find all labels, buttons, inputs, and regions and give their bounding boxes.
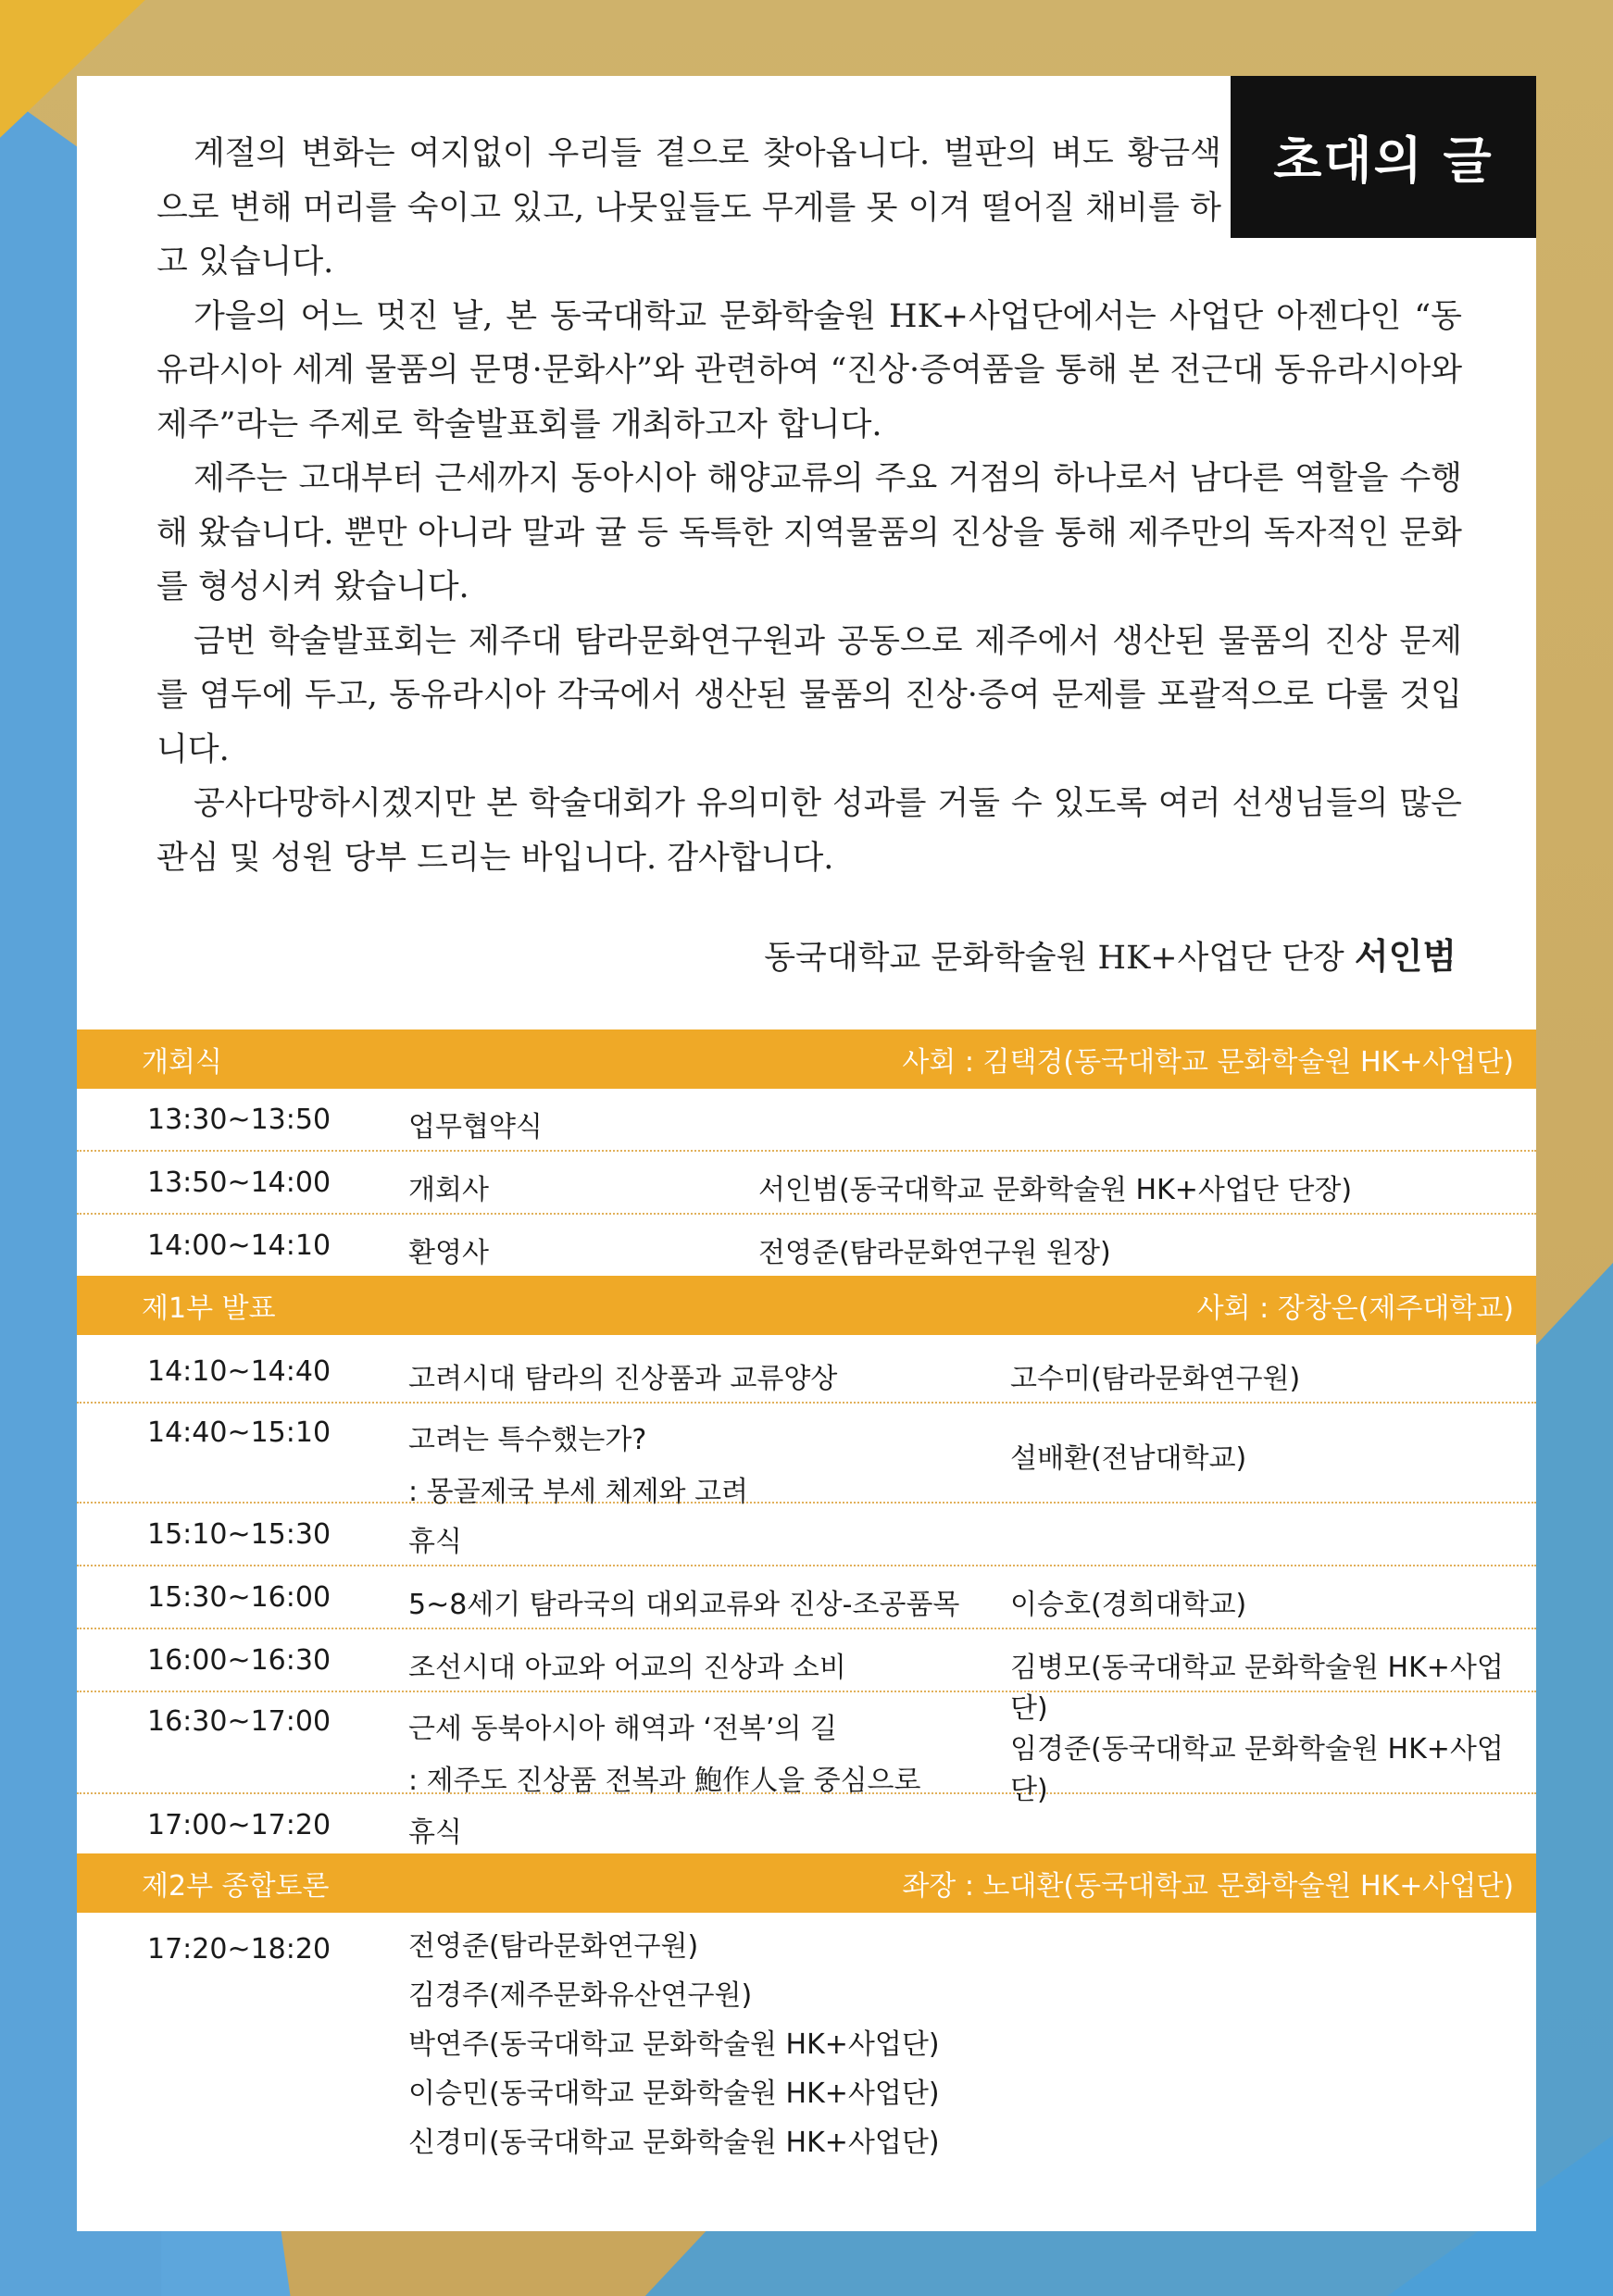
row-person: 전영준(탐라문화연구원 원장) [758,1237,1111,1269]
row-item-group [408,1416,748,1509]
row-item-sub: : 제주도 진상품 전복과 鮑作人을 중심으로 [408,1765,921,1797]
schedule-row [77,1504,1536,1566]
row-time: 14:10~14:40 [147,1355,331,1388]
row-item: 환영사 [408,1237,489,1269]
letter-paragraph-5: 공사다망하시겠지만 본 학술대회가 유의미한 성과를 거둘 수 있도록 여러 선생님들의 많은 관심 및 성원 당부 드리는 바입니다. 감사합니다. [156,785,1462,877]
row-time: 14:00~14:10 [147,1229,331,1262]
letter-paragraph-2: 가을의 어느 멋진 날, 본 동국대학교 문화학술원 HK+사업단에서는 사업단 아젠다인 “동유라시아 세계 물품의 문명·문화사”와 관련하여 “진상·증여품을 통해 본 전근대 동유라시아와 제주”라는 주제로 학술발표회를 개최하고자 합니다. [156,297,1462,443]
schedule-row [77,1404,1536,1508]
panel-discussion-row [77,1913,1536,2190]
row-item-group [408,1705,921,1798]
row-item: 휴식 [408,1816,462,1849]
row-time: 17:00~17:20 [147,1809,331,1841]
letter-paragraph-4: 금번 학술발표회는 제주대 탐라문화연구원과 공동으로 제주에서 생산된 물품의 진상 문제를 염두에 두고, 동유라시아 각국에서 생산된 물품의 진상·증여 문제를 포괄적으로 다룰 것입니다. [156,622,1462,768]
document-page [77,76,1536,2231]
invitation-badge: 초대의 글 [1231,76,1536,238]
row-time: 16:30~17:00 [147,1705,331,1738]
program-schedule [77,1029,1536,2190]
schedule-row [77,1335,1536,1404]
section-title: 개회식 [142,1046,222,1079]
section-host: 사회 : 김택경(동국대학교 문화학술원 HK+사업단) [902,1046,1514,1079]
row-time: 16:00~16:30 [147,1644,331,1677]
row-time: 17:20~18:20 [147,1933,331,1965]
letter-paragraph-1: 계절의 변화는 여지없이 우리들 곁으로 찾아옵니다. 벌판의 벼도 황금색으로 변해 머리를 숙이고 있고, 나뭇잎들도 무게를 못 이겨 떨어질 채비를 하고 있습니다. [156,135,1221,281]
section-header-part2 [77,1853,1536,1913]
schedule-row [77,1794,1536,1853]
row-item: 근세 동북아시아 해역과 ‘전복’의 길 [408,1713,837,1745]
panelist-list [408,1922,940,2167]
schedule-row [77,1215,1536,1276]
schedule-row [77,1152,1536,1215]
row-time: 13:50~14:00 [147,1167,331,1199]
schedule-row [77,1692,1536,1806]
signature-name: 서인범 [1354,935,1457,977]
row-time: 14:40~15:10 [147,1416,331,1449]
row-item: 개회사 [408,1174,489,1206]
panelist: 전영준(탐라문화연구원) [408,1930,699,1963]
panelist: 이승민(동국대학교 문화학술원 HK+사업단) [408,2078,940,2110]
section-host: 사회 : 장창은(제주대학교) [1196,1292,1514,1325]
schedule-row [77,1089,1536,1152]
schedule-row [77,1566,1536,1629]
section-title: 제1부 발표 [142,1292,276,1325]
letter-paragraph-3: 제주는 고대부터 근세까지 동아시아 해양교류의 주요 거점의 하나로서 남다른 역할을 수행해 왔습니다. 뿐만 아니라 말과 귤 등 독특한 지역물품의 진상을 통해 제주만의 독자적인 문화를 형성시켜 왔습니다. [156,460,1462,605]
row-person: 고수미(탐라문화연구원) [1010,1363,1301,1395]
panelist: 박연주(동국대학교 문화학술원 HK+사업단) [408,2028,940,2061]
section-header-part1 [77,1276,1536,1335]
panelist: 김경주(제주문화유산연구원) [408,1979,753,2012]
row-item: 고려시대 탐라의 진상품과 교류양상 [408,1363,838,1395]
row-time: 15:10~15:30 [147,1518,331,1551]
row-item: 조선시대 아교와 어교의 진상과 소비 [408,1652,846,1684]
signature [764,928,1457,979]
row-time: 15:30~16:00 [147,1581,331,1614]
row-person: 김병모(동국대학교 문화학술원 HK+사업단) [1010,1652,1504,1725]
section-title: 제2부 종합토론 [142,1870,330,1903]
invitation-letter [156,127,1462,885]
row-item: 휴식 [408,1526,462,1558]
signature-org: 동국대학교 문화학술원 HK+사업단 단장 [764,940,1344,977]
row-time: 13:30~13:50 [147,1104,331,1136]
panelist: 신경미(동국대학교 문화학술원 HK+사업단) [408,2127,940,2159]
row-person: 임경준(동국대학교 문화학술원 HK+사업단) [1010,1733,1504,1806]
row-item: 업무협약식 [408,1111,543,1143]
section-host: 좌장 : 노대환(동국대학교 문화학술원 HK+사업단) [902,1870,1514,1903]
row-person: 설배환(전남대학교) [1010,1442,1247,1475]
section-header-opening [77,1029,1536,1089]
row-item-sub: : 몽골제국 부세 체제와 고려 [408,1476,749,1508]
row-person: 서인범(동국대학교 문화학술원 HK+사업단 단장) [758,1174,1353,1206]
row-item: 5~8세기 탐라국의 대외교류와 진상-조공품목 [408,1589,960,1621]
row-item: 고려는 특수했는가? [408,1424,647,1456]
row-person: 이승호(경희대학교) [1010,1589,1247,1621]
